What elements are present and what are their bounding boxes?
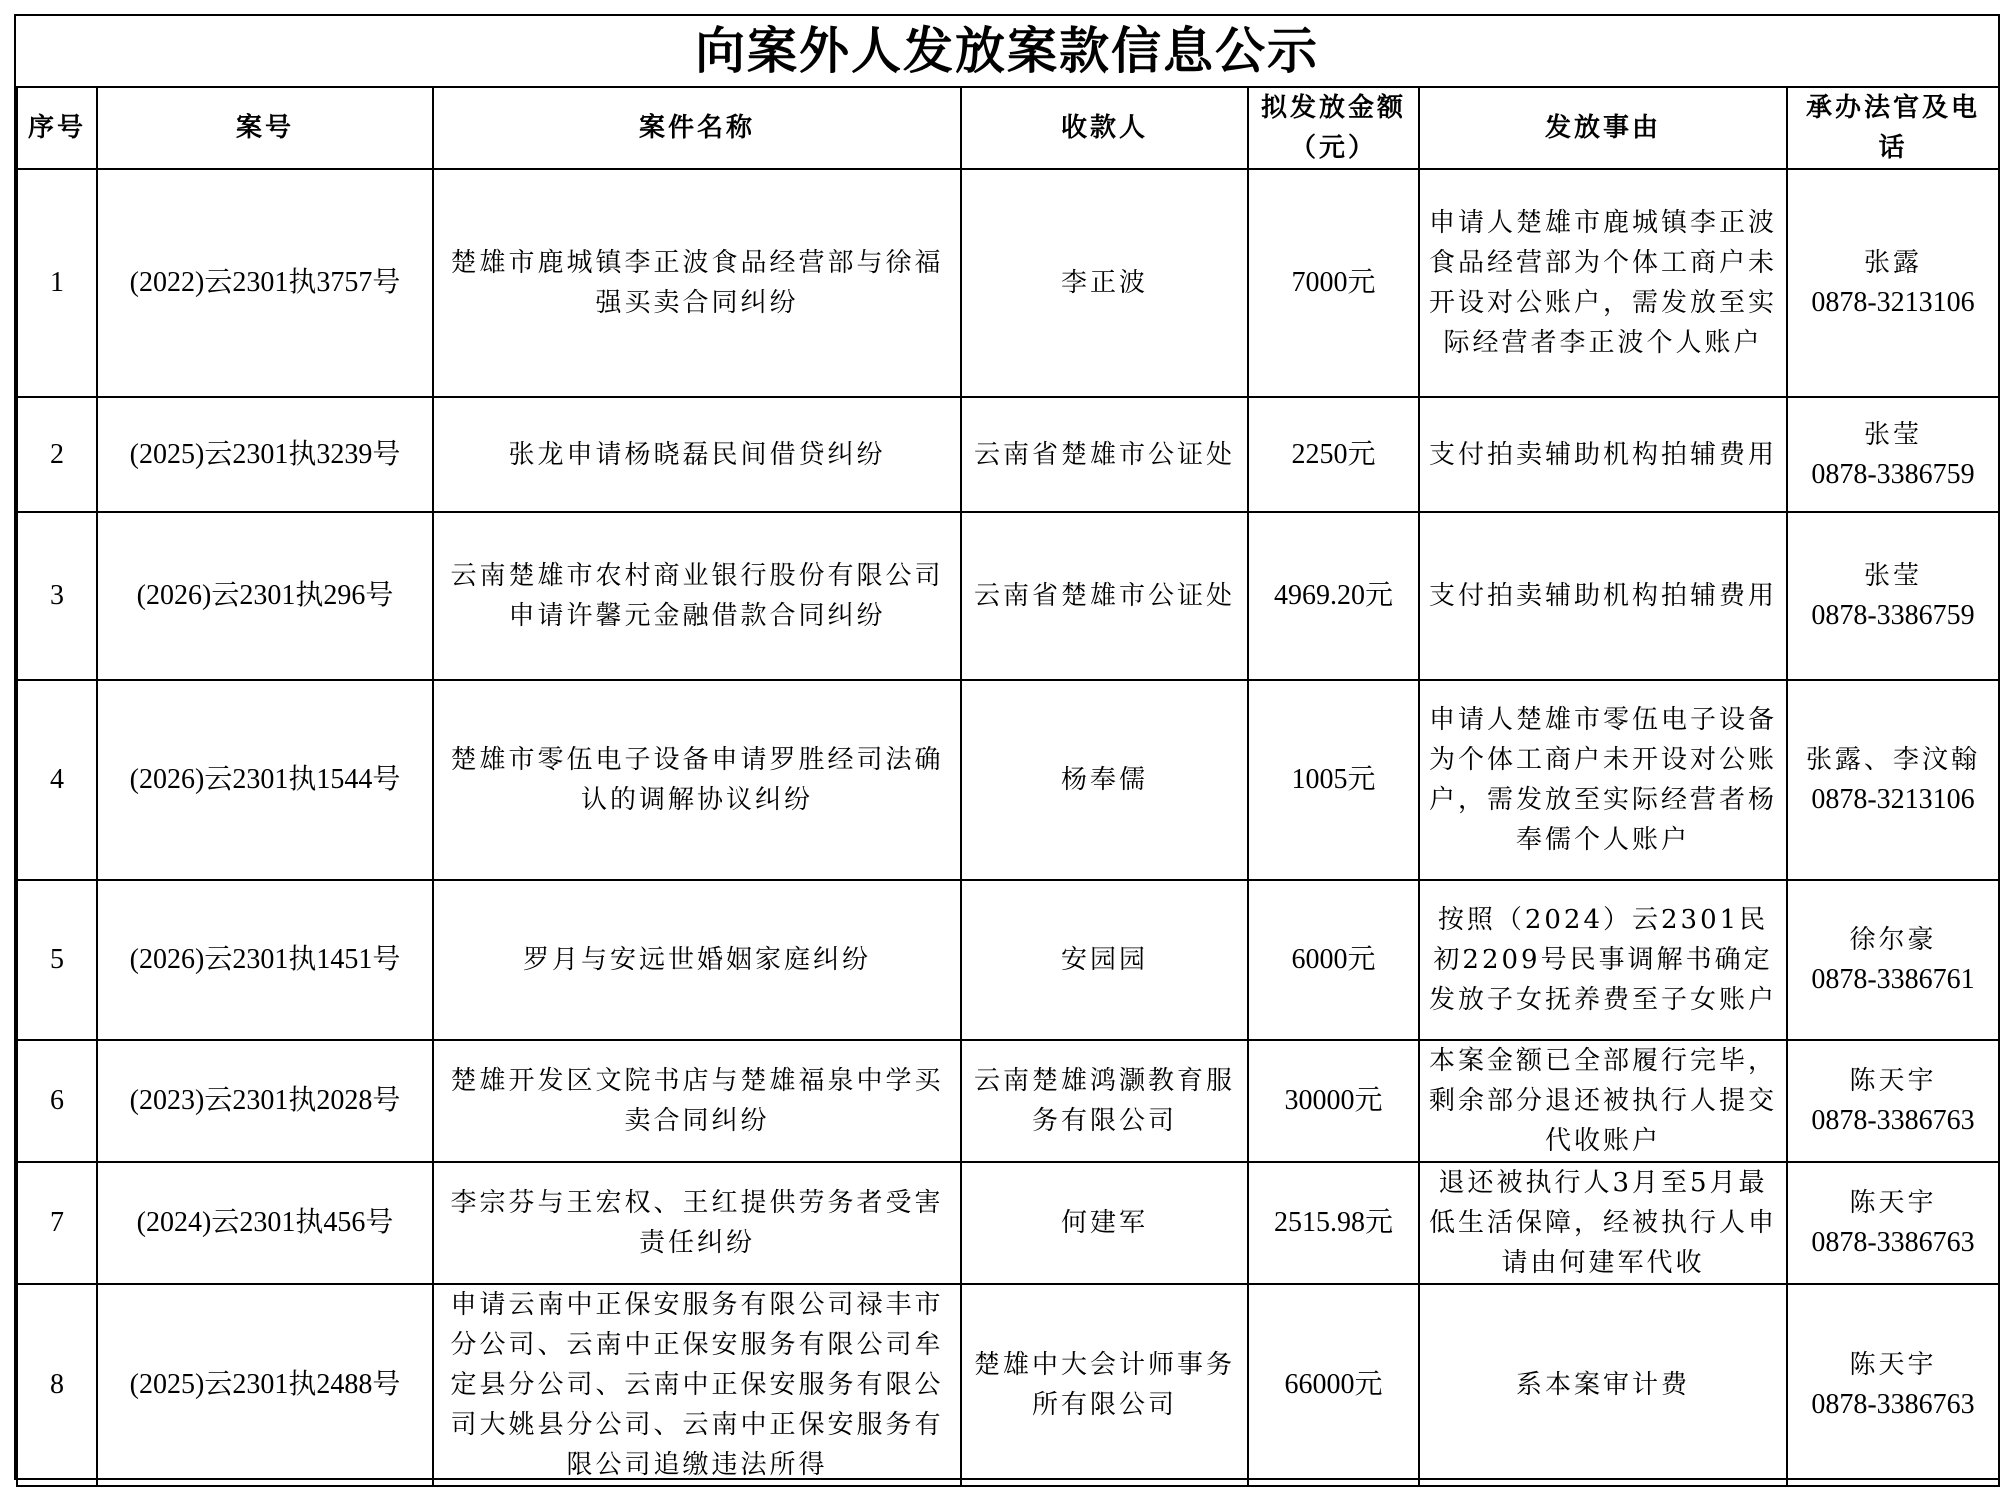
- row-amount: 66000元: [1248, 1284, 1419, 1486]
- judge-name: 陈天宇: [1849, 1350, 1937, 1380]
- row-case-no: (2025)云2301执3239号: [97, 397, 433, 512]
- row-seq: 8: [17, 1284, 97, 1486]
- row-case-no: (2022)云2301执3757号: [97, 169, 433, 397]
- header-seq: 序号: [17, 87, 97, 169]
- row-judge: [1787, 1162, 1999, 1284]
- judge-name: 陈天宇: [1849, 1188, 1937, 1218]
- row-reason: 申请人楚雄市零伍电子设备为个体工商户未开设对公账户，需发放至实际经营者杨奉儒个人账户: [1419, 680, 1787, 880]
- row-case-no: (2026)云2301执296号: [97, 512, 433, 680]
- notice-sheet: [14, 14, 2000, 1480]
- judge-phone: 0878-3386761: [1811, 964, 1975, 995]
- row-seq: 2: [17, 397, 97, 512]
- row-seq: 3: [17, 512, 97, 680]
- row-amount: 7000元: [1248, 169, 1419, 397]
- row-reason: 系本案审计费: [1419, 1284, 1787, 1486]
- table-row: [17, 512, 1999, 680]
- row-case-name: 张龙申请杨晓磊民间借贷纠纷: [433, 397, 961, 512]
- row-payee: 杨奉儒: [961, 680, 1248, 880]
- row-case-no: (2026)云2301执1544号: [97, 680, 433, 880]
- row-case-no: (2024)云2301执456号: [97, 1162, 433, 1284]
- header-judge: 承办法官及电话: [1787, 87, 1999, 169]
- row-payee: 云南楚雄鸿灏教育服务有限公司: [961, 1040, 1248, 1162]
- row-seq: 4: [17, 680, 97, 880]
- row-case-name: 云南楚雄市农村商业银行股份有限公司申请许馨元金融借款合同纠纷: [433, 512, 961, 680]
- judge-phone: 0878-3386759: [1811, 458, 1975, 490]
- row-reason: 支付拍卖辅助机构拍辅费用: [1419, 397, 1787, 512]
- header-row: [17, 87, 1999, 169]
- page-title: 向案外人发放案款信息公示: [695, 22, 1319, 80]
- row-seq: 6: [17, 1040, 97, 1162]
- row-seq: 1: [17, 169, 97, 397]
- row-judge: [1787, 169, 1999, 397]
- row-judge: [1787, 680, 1999, 880]
- row-amount: 4969.20元: [1248, 512, 1419, 680]
- row-case-name: 楚雄开发区文院书店与楚雄福泉中学买卖合同纠纷: [433, 1040, 961, 1162]
- row-payee: 李正波: [961, 169, 1248, 397]
- row-amount: 6000元: [1248, 880, 1419, 1040]
- row-case-name: 楚雄市鹿城镇李正波食品经营部与徐福强买卖合同纠纷: [433, 169, 961, 397]
- row-payee: 云南省楚雄市公证处: [961, 397, 1248, 512]
- table-row: [17, 397, 1999, 512]
- header-case-no: 案号: [97, 87, 433, 169]
- judge-name: 张莹: [1863, 419, 1922, 450]
- row-judge: [1787, 880, 1999, 1040]
- row-reason: 本案金额已全部履行完毕，剩余部分退还被执行人提交代收账户: [1419, 1040, 1787, 1162]
- row-judge: [1787, 512, 1999, 680]
- row-amount: 30000元: [1248, 1040, 1419, 1162]
- judge-name: 陈天宇: [1849, 1066, 1937, 1096]
- row-case-name: 申请云南中正保安服务有限公司禄丰市分公司、云南中正保安服务有限公司牟定县分公司、云南中正保安服务有限公司大姚县分公司、云南中正保安服务有限公司追缴违法所得: [433, 1284, 961, 1486]
- row-payee: 楚雄中大会计师事务所有限公司: [961, 1284, 1248, 1486]
- table-row: [17, 169, 1999, 397]
- table-row: [17, 1162, 1999, 1284]
- row-case-no: (2023)云2301执2028号: [97, 1040, 433, 1162]
- judge-phone: 0878-3386763: [1811, 1105, 1975, 1136]
- judge-name: 张露: [1863, 248, 1922, 278]
- row-reason: 按照（2024）云2301民初2209号民事调解书确定发放子女抚养费至子女账户: [1419, 880, 1787, 1040]
- row-case-name: 楚雄市零伍电子设备申请罗胜经司法确认的调解协议纠纷: [433, 680, 961, 880]
- row-case-name: 罗月与安远世婚姻家庭纠纷: [433, 880, 961, 1040]
- row-payee: 云南省楚雄市公证处: [961, 512, 1248, 680]
- judge-name: 张露、李汶翰: [1805, 745, 1980, 775]
- header-reason: 发放事由: [1419, 87, 1787, 169]
- row-reason: 退还被执行人3月至5月最低生活保障，经被执行人申请由何建军代收: [1419, 1162, 1787, 1284]
- judge-phone: 0878-3213106: [1811, 784, 1975, 815]
- row-reason: 申请人楚雄市鹿城镇李正波食品经营部为个体工商户未开设对公账户，需发放至实际经营者李正波个人账户: [1419, 169, 1787, 397]
- header-payee: 收款人: [961, 87, 1248, 169]
- row-seq: 7: [17, 1162, 97, 1284]
- judge-phone: 0878-3386759: [1811, 600, 1975, 631]
- table-row: [17, 1040, 1999, 1162]
- payout-table: [16, 86, 2000, 1487]
- judge-name: 张莹: [1863, 561, 1922, 591]
- row-judge: [1787, 1284, 1999, 1486]
- row-case-no: (2026)云2301执1451号: [97, 880, 433, 1040]
- row-amount: 1005元: [1248, 680, 1419, 880]
- header-case-name: 案件名称: [433, 87, 961, 169]
- judge-phone: 0878-3386763: [1811, 1227, 1975, 1258]
- judge-phone: 0878-3213106: [1811, 287, 1975, 318]
- judge-phone: 0878-3386763: [1811, 1389, 1975, 1420]
- row-seq: 5: [17, 880, 97, 1040]
- table-row: [17, 1284, 1999, 1486]
- row-case-no: (2025)云2301执2488号: [97, 1284, 433, 1486]
- row-amount: 2250元: [1248, 397, 1419, 512]
- table-row: [17, 680, 1999, 880]
- table-row: [17, 880, 1999, 1040]
- row-case-name: 李宗芬与王宏权、王红提供劳务者受害责任纠纷: [433, 1162, 961, 1284]
- row-payee: 安园园: [961, 880, 1248, 1040]
- row-payee: 何建军: [961, 1162, 1248, 1284]
- header-amount: 拟发放金额（元）: [1248, 87, 1419, 169]
- row-amount: 2515.98元: [1248, 1162, 1419, 1284]
- row-judge: [1787, 1040, 1999, 1162]
- row-judge: [1787, 397, 1999, 512]
- row-reason: 支付拍卖辅助机构拍辅费用: [1419, 512, 1787, 680]
- judge-name: 徐尔豪: [1849, 925, 1937, 955]
